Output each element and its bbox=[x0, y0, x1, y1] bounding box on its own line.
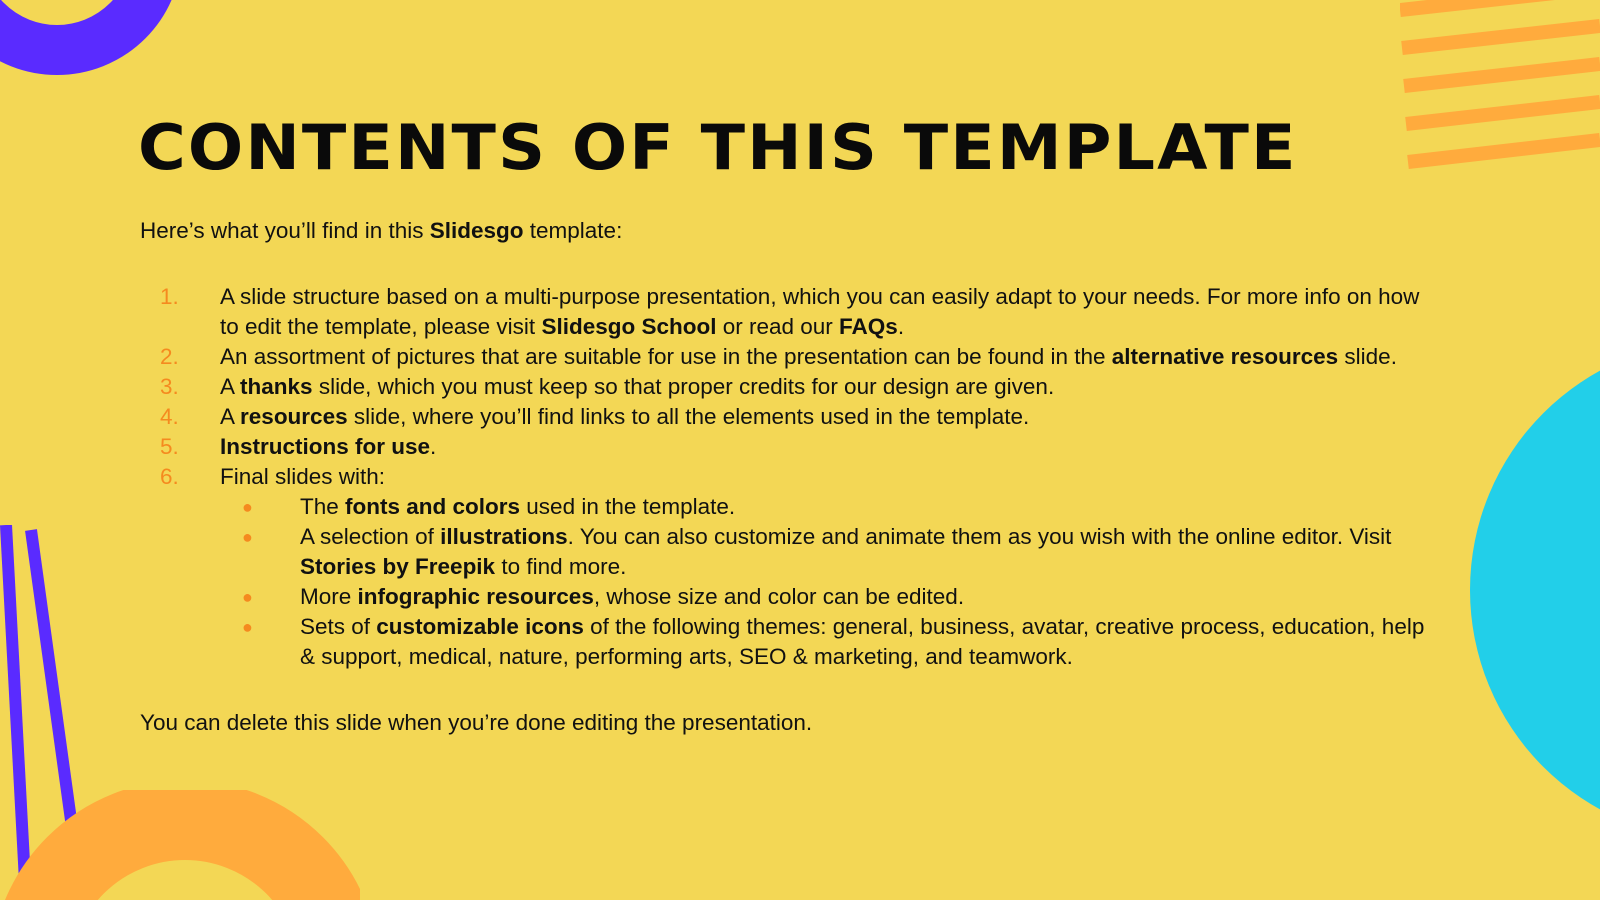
list-number: 3. bbox=[160, 374, 179, 399]
item-text: slide. bbox=[1338, 344, 1397, 369]
item-text: A bbox=[220, 374, 241, 399]
item-bold-text: alternative resources bbox=[1111, 344, 1339, 369]
list-number: 6. bbox=[160, 464, 179, 489]
contents-list bbox=[140, 282, 1440, 672]
list-item bbox=[140, 372, 1440, 402]
list-item bbox=[140, 342, 1440, 372]
list-number: 4. bbox=[160, 404, 179, 429]
list-item bbox=[140, 462, 1440, 672]
item-bold-text: Instructions for use bbox=[220, 434, 431, 459]
item-text: slide, where you’ll find links to all the elements used in the template. bbox=[347, 404, 1030, 429]
orange-stripes-decoration bbox=[1400, 0, 1600, 180]
item-text: Final slides with: bbox=[220, 464, 386, 489]
bullet-icon: ● bbox=[242, 497, 253, 517]
sub-list-item bbox=[140, 582, 1440, 612]
sub-list-item bbox=[140, 522, 1440, 582]
item-bold-text: Stories by Freepik bbox=[300, 554, 496, 579]
list-number: 2. bbox=[160, 344, 179, 369]
cyan-circle-decoration bbox=[1470, 370, 1600, 810]
intro-suffix: template: bbox=[523, 218, 623, 243]
item-text: of the following themes: general, business, avatar, creative process, education, help & support, medical, nature, performing arts, SEO & marketing, and teamwork. bbox=[300, 614, 1425, 669]
item-text: , whose size and color can be edited. bbox=[593, 584, 965, 609]
item-text: Sets of bbox=[300, 614, 377, 639]
list-number: 1. bbox=[160, 284, 179, 309]
item-text: . bbox=[430, 434, 437, 459]
item-text: A slide structure based on a multi-purpose presentation, which you can easily adapt to your needs. For more info on how to edit the template, please visit bbox=[220, 284, 1420, 339]
bullet-icon: ● bbox=[242, 617, 253, 637]
item-bold-text: thanks bbox=[240, 374, 313, 399]
item-bold-text: infographic resources bbox=[357, 584, 594, 609]
item-text: used in the template. bbox=[520, 494, 736, 519]
sub-list-item bbox=[140, 492, 1440, 522]
intro-prefix: Here’s what you’ll find in this bbox=[140, 218, 430, 243]
item-text: slide, which you must keep so that proper credits for our design are given. bbox=[312, 374, 1055, 399]
item-bold-text: customizable icons bbox=[376, 614, 584, 639]
item-text: . You can also customize and animate them as you wish with the online editor. Visit bbox=[567, 524, 1392, 549]
item-text: A bbox=[220, 404, 241, 429]
item-text: An assortment of pictures that are suitable for use in the presentation can be found in the bbox=[220, 344, 1112, 369]
item-text: More bbox=[300, 584, 358, 609]
list-item bbox=[140, 432, 1440, 462]
item-bold-text: Slidesgo School bbox=[541, 314, 717, 339]
bullet-icon: ● bbox=[242, 587, 253, 607]
bullet-icon: ● bbox=[242, 527, 253, 547]
slide-title: CONTENTS OF THIS TEMPLATE bbox=[138, 111, 1298, 184]
item-text: or read our bbox=[716, 314, 840, 339]
item-text: The bbox=[300, 494, 346, 519]
sub-list bbox=[140, 492, 1440, 672]
outro-text: You can delete this slide when you’re done editing the presentation. bbox=[140, 710, 813, 735]
item-bold-text: resources bbox=[240, 404, 348, 429]
sub-list-item bbox=[140, 612, 1440, 672]
list-number: 5. bbox=[160, 434, 179, 459]
intro-text bbox=[140, 216, 1440, 246]
item-text: to find more. bbox=[495, 554, 627, 579]
item-text: . bbox=[897, 314, 905, 339]
intro-brand: Slidesgo bbox=[429, 218, 524, 243]
list-item bbox=[140, 282, 1440, 342]
item-bold-text: illustrations bbox=[440, 524, 568, 549]
item-text: A selection of bbox=[300, 524, 441, 549]
list-item bbox=[140, 402, 1440, 432]
purple-ring-decoration bbox=[0, 0, 200, 90]
slide-body bbox=[140, 216, 1440, 738]
item-bold-text: fonts and colors bbox=[345, 494, 521, 519]
item-bold-text: FAQs bbox=[839, 314, 898, 339]
orange-ring-decoration bbox=[0, 790, 360, 900]
